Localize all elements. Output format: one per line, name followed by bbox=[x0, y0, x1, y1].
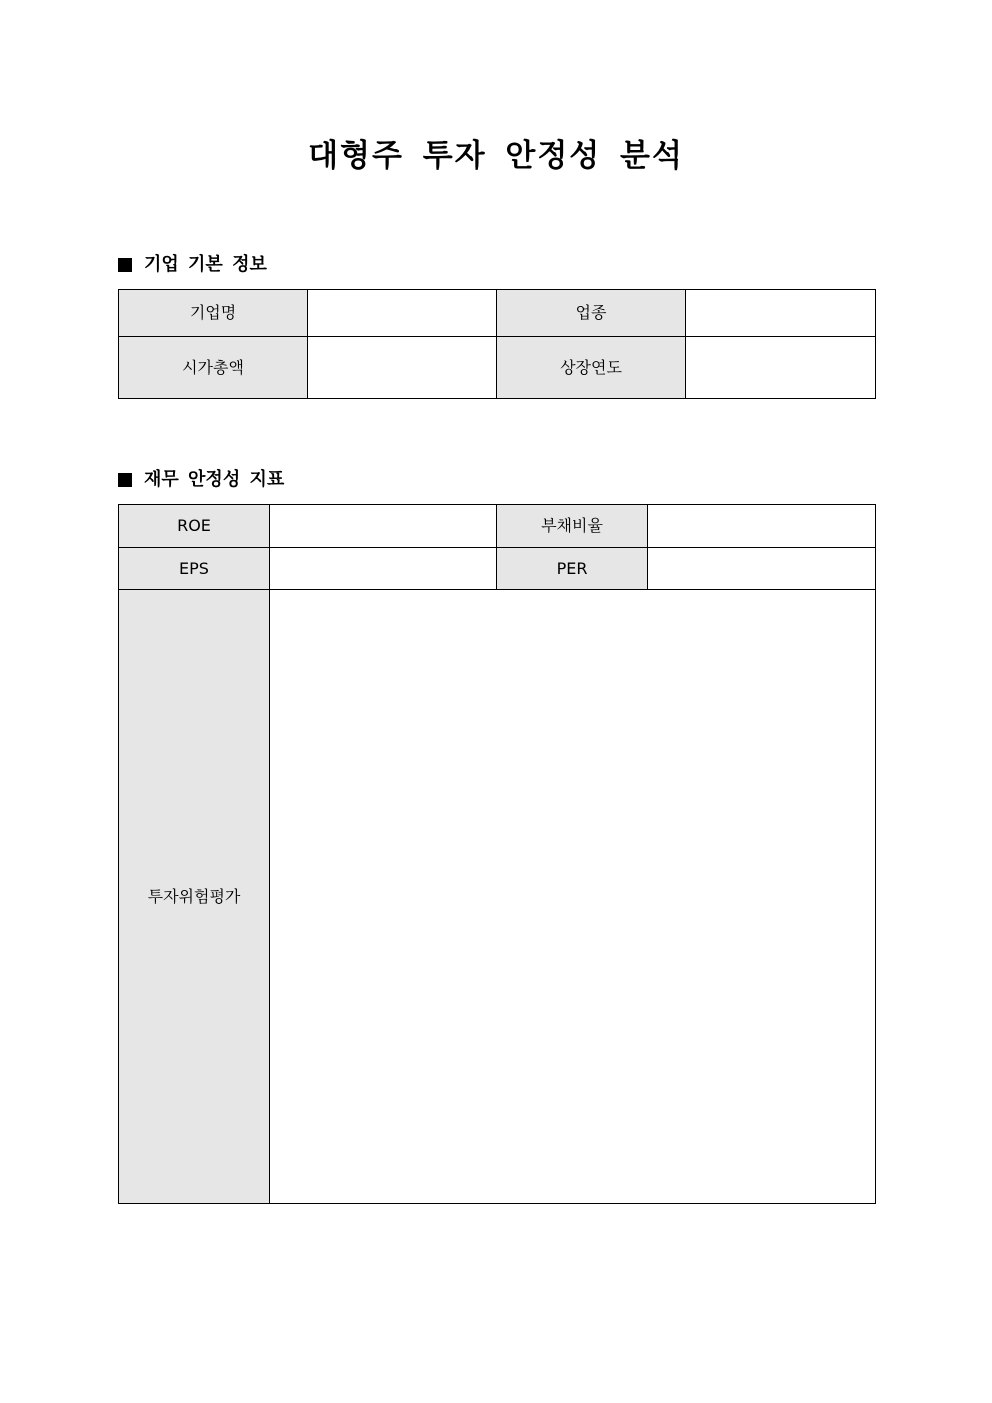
risk-assessment-label: 투자위험평가 bbox=[119, 590, 270, 1204]
per-field[interactable] bbox=[648, 548, 876, 590]
section-heading-text: 기업 기본 정보 bbox=[144, 254, 267, 275]
roe-label: ROE bbox=[119, 505, 270, 548]
company-info-table bbox=[118, 289, 876, 399]
table-row bbox=[119, 505, 876, 548]
black-square-bullet-icon bbox=[118, 473, 132, 487]
debt-ratio-label: 부채비율 bbox=[497, 505, 648, 548]
company-name-label: 기업명 bbox=[119, 290, 308, 337]
industry-field[interactable] bbox=[686, 290, 876, 337]
section-heading-text: 재무 안정성 지표 bbox=[144, 469, 285, 490]
eps-field[interactable] bbox=[270, 548, 497, 590]
section-heading-financial-stability bbox=[118, 467, 284, 493]
market-cap-field[interactable] bbox=[308, 337, 497, 399]
financial-stability-table bbox=[118, 504, 876, 1204]
listing-year-field[interactable] bbox=[686, 337, 876, 399]
black-square-bullet-icon bbox=[118, 258, 132, 272]
eps-label: EPS bbox=[119, 548, 270, 590]
table-row bbox=[119, 290, 876, 337]
risk-assessment-field[interactable] bbox=[270, 590, 876, 1204]
table-row bbox=[119, 548, 876, 590]
table-row bbox=[119, 590, 876, 1204]
industry-label: 업종 bbox=[497, 290, 686, 337]
section-heading-company-info bbox=[118, 252, 267, 278]
debt-ratio-field[interactable] bbox=[648, 505, 876, 548]
company-name-field[interactable] bbox=[308, 290, 497, 337]
roe-field[interactable] bbox=[270, 505, 497, 548]
market-cap-label: 시가총액 bbox=[119, 337, 308, 399]
listing-year-label: 상장연도 bbox=[497, 337, 686, 399]
page-title: 대형주 투자 안정성 분석 bbox=[308, 138, 684, 174]
per-label: PER bbox=[497, 548, 648, 590]
table-row bbox=[119, 337, 876, 399]
